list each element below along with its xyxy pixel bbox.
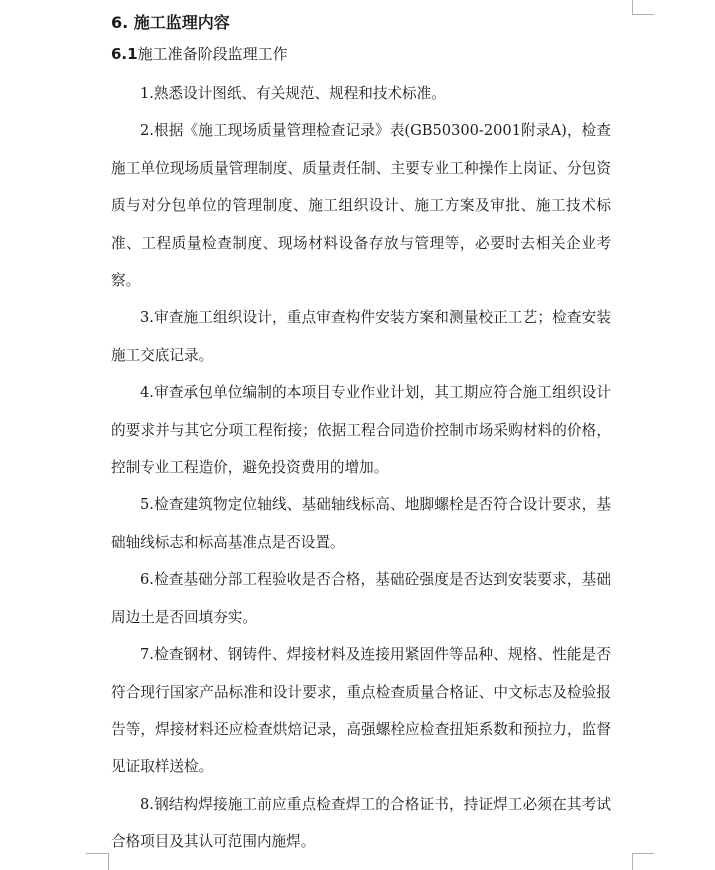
list-item-2: 2.根据《施工现场质量管理检查记录》表(GB50300-2001附录A)，检查施工单位现场质量管理制度、质量责任制、主要专业工种操作上岗证、分包资质与对分包单位的管理制度、施工组织设计、施工方案及审批、施工技术标准、工程质量检查制度、现场材料设备存放与管理等，必要时去相关企业考察。 [111,122,611,290]
subsection-heading [111,38,611,70]
crop-mark-top-right [632,14,654,15]
list-item-4: 4.审查承包单位编制的本项目专业作业计划，其工期应符合施工组织设计的要求并与其它分项工程衔接；依据工程合同造价控制市场采购材料的价格，控制专业工程造价，避免投资费用的增加。 [111,384,611,477]
list-item-1: 1.熟悉设计图纸、有关规范、规程和技术标准。 [140,85,446,102]
list-item-8: 8.钢结构焊接施工前应重点检查焊工的合格证书，持证焊工必须在其考试合格项目及其认可范围内施焊。 [111,795,611,851]
list-item-6: 6.检查基础分部工程验收是否合格，基础砼强度是否达到安装要求，基础周边土是否回填夯实。 [111,571,611,626]
section-title: 施工监理内容 [133,13,230,32]
crop-mark-bottom-left-vertical [108,853,109,870]
crop-mark-bottom-right [632,853,654,854]
subsection-number: 6.1 [111,45,138,63]
crop-mark-bottom-right-vertical [632,853,633,870]
list-item-7: 7.检查钢材、钢铸件、焊接材料及连接用紧固件等品种、规格、性能是否符合现行国家产品标准和设计要求，重点检查质量合格证、中文标志及检验报告等，焊接材料还应检查烘焙记录，高强螺栓应检查扭矩系数和预拉力，监督见证取样送检。 [111,646,611,776]
crop-mark-bottom-left [86,853,108,854]
document-body [111,8,611,861]
list-item-5: 5.检查建筑物定位轴线、基础轴线标高、地脚螺栓是否符合设计要求，基础轴线标志和标高基准点是否设置。 [111,496,611,551]
subsection-title: 施工准备阶段监理工作 [137,45,288,63]
section-heading [111,8,611,38]
list-item-3: 3.审查施工组织设计，重点审查构件安装方案和测量校正工艺；检查安装施工交底记录。 [111,309,611,364]
crop-mark-top-right-vertical [632,0,633,15]
section-number: 6. [111,13,129,32]
